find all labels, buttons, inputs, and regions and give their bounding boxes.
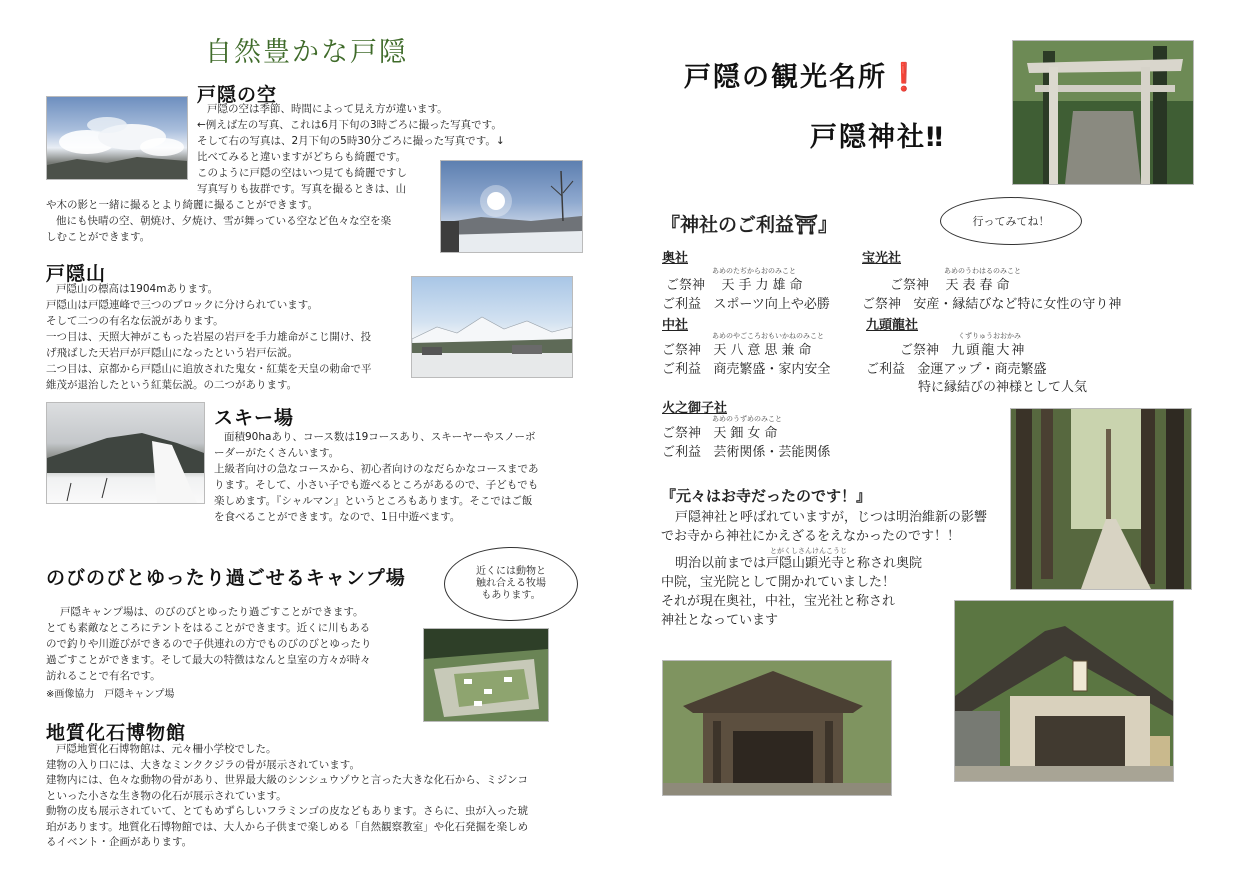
camp-line: 過ごすことができます。そして最大の特徴はなんと皇室の方々が時々 (46, 654, 371, 666)
sky-text-2 (46, 197, 391, 245)
mountain-line: 二つ目は、京都から戸隠山に追放された鬼女・紅葉を天皇の勅命で平 (46, 363, 372, 375)
sky-line: しむことができます。 (46, 231, 151, 243)
torii-gate (1013, 41, 1193, 184)
mountain-line: 戸隠山は戸隠連峰で三つのブロックに分けられています。 (46, 299, 318, 311)
benefit-label: ご利益 (662, 362, 702, 377)
hinomiko-deity: 天鈿女命 (713, 426, 782, 441)
museum-line: るイベント・企画があります。 (46, 836, 193, 848)
mountain-line: 一つ目は、天照大神がこもった岩屋の岩戸を手力雄命がこじ開け、投 (46, 331, 372, 343)
sky-line: 写真写りも抜群です。写真を撮るときは、山 (197, 183, 407, 195)
temple-line: 神社となっています (661, 613, 779, 628)
benefit-label: ご利益 (662, 297, 702, 312)
hokosha-benefit: 安産・縁結びなど特に女性の守り神 (913, 297, 1122, 312)
ski-line: ーダーがたくさんいます。 (214, 447, 340, 459)
kuzuryu-benefit: 金運アップ・商売繁盛 (917, 362, 1047, 377)
ski-line: ります。そして、小さい子でも遊べるところがあるので、子どもでも (214, 479, 539, 491)
sky-line: 戸隠の空は季節、時間によって見え方が違います。 (207, 103, 448, 115)
museum-line: 建物内には、色々な動物の骨があり、世界最大級のシンシュウゾウと言った大きな化石から、ミジンコ (46, 774, 529, 786)
wooden-shrine-photo (662, 660, 892, 796)
okusha-deity-row (666, 274, 807, 293)
benefit-label: ご祭神 (862, 297, 902, 312)
camp-line: 戸隠キャンプ場は、のびのびとゆったり過ごすことができます。 (60, 606, 364, 618)
visit-speech-bubble: 行ってみてね！ (940, 197, 1082, 245)
temple-line: 戸隠神社と呼ばれていますが，じつは明治維新の影響 (675, 510, 988, 525)
hokosha-deity: 天表春命 (945, 278, 1014, 293)
mountain-text (46, 281, 372, 393)
camp-speech-bubble: 近くには動物と 触れ合える牧場 もあります。 (444, 547, 578, 621)
camp-line: 訪れることで有名です。 (46, 670, 161, 682)
snowy-mountains (412, 277, 572, 377)
ski-slope-photo (46, 402, 205, 504)
wooden-shrine (663, 661, 891, 795)
ski-line: 上級者向けの急なコースから、初心者向けのなだらかなコースまであ (214, 463, 539, 475)
ski-heading: スキー場 (214, 407, 295, 429)
museum-line: 建物の入り口には、大きなミンククジラの骨が展示されています。 (46, 758, 360, 771)
cedar-trees (1011, 409, 1191, 589)
torii-gate-photo (1012, 40, 1194, 185)
mountain-line: そして二つの有名な伝説があります。 (46, 315, 224, 327)
hokosha-deity-row (890, 274, 1014, 293)
benefit-heading: 『神社のご利益⛩』 (661, 214, 838, 236)
campsite-layout (424, 629, 548, 721)
winter-sunset-photo (440, 160, 583, 253)
left-page-title: 自然豊かな戸隠 (205, 37, 408, 68)
cloud-shapes (47, 97, 187, 179)
museum-line: 動物の皮も展示されていて、とてもめずらしいフラミンゴの皮などもあります。さらに、虫が入った琥 (46, 805, 528, 817)
summer-sky-photo (46, 96, 188, 180)
temple-line: でお寺から神社にかえざるをえなかったのです！！ (661, 529, 961, 544)
hinomiko-benefit: 芸術関係・芸能関係 (713, 445, 831, 460)
hinomiko-deity-row (662, 422, 781, 441)
chusha-benefit-row (662, 358, 830, 377)
hinomiko-benefit-row (662, 441, 830, 460)
mountain-range-photo (411, 276, 573, 378)
campsite-aerial-photo (423, 628, 549, 722)
chusha-benefit: 商売繁盛・家内安全 (713, 362, 831, 377)
kuzuryu-deity: 九頭龍大神 (951, 343, 1027, 358)
sky-line: 比べてみると違いますがどちらも綺麗です。 (197, 151, 407, 163)
hokosha-ruby: あめのうわはるのみこと (944, 267, 1021, 275)
hinomiko-ruby: あめのうずめのみこと (712, 415, 782, 423)
sky-line: や木の影と一緒に撮るとより綺麗に撮ることができます。 (46, 199, 319, 211)
museum-heading: 地質化石博物館 (46, 722, 187, 744)
hokosha-benefit-row (862, 293, 1121, 312)
sky-line: ←例えば左の写真、これは6月下旬の3時ごろに撮った写真です。 (197, 119, 502, 131)
camp-text (46, 604, 371, 684)
okusha-benefit-row (662, 293, 830, 312)
sky-line: 他にも快晴の空、朝焼け、夕焼け、雪が舞っている空など色々な空を楽 (56, 215, 392, 227)
hokosha-name: 宝光社 (862, 251, 902, 266)
hinomiko-name: 火之御子社 (662, 401, 728, 416)
kuzuryu-benefit-2: 特に縁結びの神様として人気 (918, 380, 1088, 395)
ski-line: 面積90haあり、コース数は19コースあり、スキーヤーやスノーボ (224, 431, 536, 443)
kuzuryu-shrine-photo (954, 600, 1174, 782)
deity-label: ご祭神 (900, 343, 940, 358)
temple-line: 中院，宝光院として開かれていました！ (661, 575, 896, 590)
chusha-deity-row (662, 339, 815, 358)
museum-line: 戸隠地質化石博物館は、元々柵小学校でした。 (56, 743, 277, 755)
deity-label: ご祭神 (662, 426, 702, 441)
right-page-title: 戸隠の観光名所❗ (684, 62, 923, 93)
okusha-benefit: スポーツ向上や必勝 (713, 297, 830, 312)
kuzuryu-benefit-row (866, 358, 1047, 377)
chusha-deity: 天八意思兼命 (713, 343, 816, 358)
mountain-line: 戸隠山の標高は1904mあります。 (56, 283, 219, 295)
sun-and-trees (441, 161, 582, 252)
benefit-label: ご利益 (866, 362, 906, 377)
temple-line: 明治以前までは戸隠山顕光寺と称され奥院 (675, 556, 923, 571)
shrine-title: 戸隠神社‼ (810, 122, 945, 153)
temple-heading: 『元々はお寺だったのです！』 (661, 487, 872, 505)
mountain-heading: 戸隠山 (46, 263, 107, 285)
ski-text (214, 429, 538, 525)
temple-text (661, 508, 987, 630)
camp-heading: のびのびとゆったり過ごせるキャンプ場 (46, 567, 406, 589)
chusha-name: 中社 (662, 318, 689, 333)
sky-line: このように戸隠の空はいつ見ても綺麗ですし (197, 167, 407, 179)
shrine-roof (955, 601, 1173, 781)
camp-line: ので釣りや川遊びができるので子供連れの方でものびのびとゆったり (46, 638, 372, 650)
okusha-ruby: あめのたぢからおのみこと (712, 267, 796, 275)
kuzuryu-name: 九頭龍社 (866, 318, 919, 333)
deity-label: ご祭神 (666, 278, 706, 293)
cedar-avenue-photo (1010, 408, 1192, 590)
museum-text (46, 742, 528, 851)
ski-hill (47, 403, 204, 503)
mountain-line: 維茂が退治したという紅葉伝説。の二つがあります。 (46, 379, 298, 391)
kuzuryu-ruby: くずりゅうおおかみ (958, 332, 1021, 340)
ski-line: 楽しめます。『シャルマン』というところもあります。そこではご飯 (214, 495, 533, 507)
temple-ruby: とがくしさんけんこうじ (770, 547, 847, 555)
deity-label: ご祭神 (662, 343, 702, 358)
sky-line: そして右の写真は、2月下旬の5時30分ごろに撮った写真です。↓ (197, 135, 505, 147)
okusha-deity: 天手力雄命 (721, 278, 807, 293)
mountain-line: げ飛ばした天岩戸が戸隠山になったという岩戸伝説。 (46, 347, 298, 359)
museum-line: といった小さな生き物の化石が展示されています。 (46, 789, 287, 802)
temple-line: それが現在奥社，中社，宝光社と称され (661, 594, 896, 609)
deity-label: ご祭神 (890, 278, 930, 293)
camp-line: とても素敵なところにテントをはることができます。近くに川もある (46, 622, 371, 634)
okusha-name: 奥社 (662, 251, 689, 266)
museum-line: 珀があります。地質化石博物館では、大人から子供まで楽しめる「自然観察教室」や化石発掘を楽しめ (46, 820, 529, 833)
chusha-ruby: あめのやごころおもいかねのみこと (712, 332, 824, 340)
sky-heading: 戸隠の空 (197, 84, 278, 106)
benefit-label: ご利益 (662, 445, 702, 460)
ski-line: を食べることができます。なので、1日中遊べます。 (214, 511, 461, 523)
camp-credit: ※画像協力 戸隠キャンプ場 (46, 689, 175, 700)
kuzuryu-deity-row (900, 339, 1026, 358)
